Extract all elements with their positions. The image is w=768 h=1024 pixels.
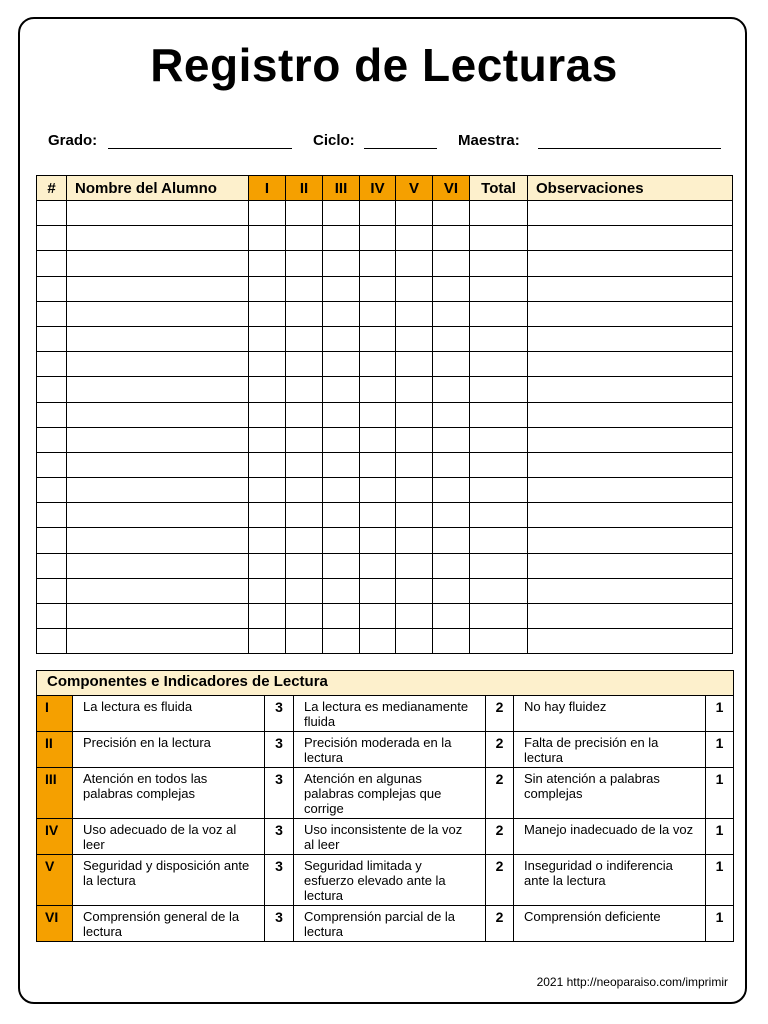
table-cell[interactable] <box>37 201 67 226</box>
table-cell[interactable] <box>528 276 733 301</box>
table-cell[interactable] <box>360 528 396 553</box>
table-cell[interactable] <box>67 427 249 452</box>
table-cell[interactable] <box>286 377 323 402</box>
table-cell[interactable] <box>528 377 733 402</box>
table-cell[interactable] <box>67 226 249 251</box>
table-cell[interactable] <box>396 478 433 503</box>
indicator-level-1: Comprensión deficiente <box>514 906 706 942</box>
table-cell[interactable] <box>323 226 360 251</box>
table-cell[interactable] <box>433 503 470 528</box>
table-cell[interactable] <box>528 301 733 326</box>
table-cell[interactable] <box>470 326 528 351</box>
footer-credit: 2021 http://neoparaiso.com/imprimir <box>536 975 728 989</box>
table-cell[interactable] <box>433 528 470 553</box>
table-cell[interactable] <box>37 251 67 276</box>
table-cell[interactable] <box>67 352 249 377</box>
table-cell[interactable] <box>249 276 286 301</box>
indicator-level-1: Inseguridad o indiferencia ante la lectura <box>514 855 706 906</box>
table-cell[interactable] <box>286 251 323 276</box>
table-cell[interactable] <box>249 201 286 226</box>
table-cell[interactable] <box>396 276 433 301</box>
table-cell[interactable] <box>286 604 323 629</box>
table-cell[interactable] <box>470 629 528 654</box>
header-fields <box>0 130 768 152</box>
table-row <box>37 251 733 276</box>
col-i: I <box>249 176 286 201</box>
score-2: 2 <box>486 768 514 819</box>
table-cell[interactable] <box>396 301 433 326</box>
table-cell[interactable] <box>286 553 323 578</box>
table-cell[interactable] <box>433 452 470 477</box>
table-cell[interactable] <box>37 452 67 477</box>
table-cell[interactable] <box>470 352 528 377</box>
component-level: II <box>37 732 73 768</box>
table-cell[interactable] <box>528 528 733 553</box>
table-row <box>37 578 733 603</box>
table-cell[interactable] <box>470 452 528 477</box>
score-1: 1 <box>706 732 734 768</box>
col-observaciones: Observaciones <box>528 176 733 201</box>
indicator-level-1: Falta de precisión en la lectura <box>514 732 706 768</box>
table-cell[interactable] <box>396 377 433 402</box>
score-1: 1 <box>706 768 734 819</box>
table-cell[interactable] <box>37 226 67 251</box>
table-cell[interactable] <box>470 251 528 276</box>
table-cell[interactable] <box>67 201 249 226</box>
table-cell[interactable] <box>360 377 396 402</box>
table-cell[interactable] <box>396 427 433 452</box>
table-cell[interactable] <box>249 578 286 603</box>
table-cell[interactable] <box>67 301 249 326</box>
table-cell[interactable] <box>67 503 249 528</box>
table-cell[interactable] <box>360 251 396 276</box>
table-cell[interactable] <box>528 226 733 251</box>
table-cell[interactable] <box>396 326 433 351</box>
component-level: IV <box>37 819 73 855</box>
table-cell[interactable] <box>323 629 360 654</box>
component-level: III <box>37 768 73 819</box>
col-number: # <box>37 176 67 201</box>
indicator-level-3: Atención en todos las palabras complejas <box>73 768 265 819</box>
table-row <box>37 276 733 301</box>
table-cell[interactable] <box>470 377 528 402</box>
table-cell[interactable] <box>528 578 733 603</box>
table-cell[interactable] <box>323 201 360 226</box>
indicator-level-3: Seguridad y disposición ante la lectura <box>73 855 265 906</box>
component-level: I <box>37 696 73 732</box>
component-row <box>37 696 734 732</box>
indicator-level-3: La lectura es fluida <box>73 696 265 732</box>
table-cell[interactable] <box>249 503 286 528</box>
table-cell[interactable] <box>37 402 67 427</box>
grado-field[interactable] <box>108 148 292 149</box>
table-cell[interactable] <box>323 604 360 629</box>
components-body <box>37 696 734 942</box>
table-row <box>37 478 733 503</box>
indicator-level-2: Uso inconsistente de la voz al leer <box>294 819 486 855</box>
component-level: V <box>37 855 73 906</box>
table-cell[interactable] <box>67 452 249 477</box>
table-cell[interactable] <box>249 478 286 503</box>
table-row <box>37 427 733 452</box>
table-cell[interactable] <box>37 503 67 528</box>
table-cell[interactable] <box>528 604 733 629</box>
table-cell[interactable] <box>67 629 249 654</box>
score-3: 3 <box>265 855 294 906</box>
table-cell[interactable] <box>249 402 286 427</box>
ciclo-label: Ciclo: <box>313 132 355 149</box>
table-cell[interactable] <box>249 226 286 251</box>
table-cell[interactable] <box>67 402 249 427</box>
table-row <box>37 629 733 654</box>
score-1: 1 <box>706 819 734 855</box>
score-1: 1 <box>706 855 734 906</box>
indicator-level-2: La lectura es medianamente fluida <box>294 696 486 732</box>
col-iii: III <box>323 176 360 201</box>
table-cell[interactable] <box>323 528 360 553</box>
table-cell[interactable] <box>396 503 433 528</box>
table-cell[interactable] <box>286 326 323 351</box>
table-cell[interactable] <box>37 604 67 629</box>
table-cell[interactable] <box>433 478 470 503</box>
table-cell[interactable] <box>528 452 733 477</box>
score-3: 3 <box>265 906 294 942</box>
table-cell[interactable] <box>396 251 433 276</box>
table-cell[interactable] <box>323 553 360 578</box>
table-cell[interactable] <box>470 478 528 503</box>
table-cell[interactable] <box>286 402 323 427</box>
table-row <box>37 604 733 629</box>
table-cell[interactable] <box>286 629 323 654</box>
grado-label: Grado: <box>48 132 98 149</box>
table-cell[interactable] <box>396 402 433 427</box>
table-cell[interactable] <box>67 276 249 301</box>
table-row <box>37 326 733 351</box>
table-cell[interactable] <box>470 402 528 427</box>
table-cell[interactable] <box>323 452 360 477</box>
indicator-level-1: Manejo inadecuado de la voz <box>514 819 706 855</box>
table-cell[interactable] <box>323 352 360 377</box>
table-cell[interactable] <box>360 604 396 629</box>
table-cell[interactable] <box>37 276 67 301</box>
table-cell[interactable] <box>433 377 470 402</box>
table-cell[interactable] <box>249 452 286 477</box>
table-cell[interactable] <box>323 251 360 276</box>
component-row <box>37 855 734 906</box>
score-1: 1 <box>706 906 734 942</box>
table-cell[interactable] <box>360 226 396 251</box>
table-cell[interactable] <box>67 528 249 553</box>
table-cell[interactable] <box>470 201 528 226</box>
table-cell[interactable] <box>528 251 733 276</box>
table-cell[interactable] <box>396 452 433 477</box>
table-cell[interactable] <box>396 604 433 629</box>
table-cell[interactable] <box>433 352 470 377</box>
table-row <box>37 201 733 226</box>
table-cell[interactable] <box>249 427 286 452</box>
indicator-level-3: Comprensión general de la lectura <box>73 906 265 942</box>
indicator-level-2: Seguridad limitada y esfuerzo elevado ante la lectura <box>294 855 486 906</box>
table-cell[interactable] <box>433 226 470 251</box>
table-cell[interactable] <box>433 402 470 427</box>
table-cell[interactable] <box>360 427 396 452</box>
col-student-name: Nombre del Alumno <box>67 176 249 201</box>
score-2: 2 <box>486 819 514 855</box>
table-cell[interactable] <box>528 478 733 503</box>
table-cell[interactable] <box>286 226 323 251</box>
table-cell[interactable] <box>37 301 67 326</box>
table-cell[interactable] <box>286 478 323 503</box>
table-cell[interactable] <box>433 201 470 226</box>
indicator-level-3: Precisión en la lectura <box>73 732 265 768</box>
table-cell[interactable] <box>249 377 286 402</box>
col-total: Total <box>470 176 528 201</box>
table-cell[interactable] <box>286 301 323 326</box>
table-cell[interactable] <box>470 226 528 251</box>
table-cell[interactable] <box>249 251 286 276</box>
table-cell[interactable] <box>528 553 733 578</box>
table-cell[interactable] <box>360 478 396 503</box>
table-cell[interactable] <box>249 326 286 351</box>
table-cell[interactable] <box>37 478 67 503</box>
table-cell[interactable] <box>67 326 249 351</box>
table-cell[interactable] <box>286 503 323 528</box>
ciclo-field[interactable] <box>364 148 437 149</box>
table-cell[interactable] <box>323 301 360 326</box>
component-row <box>37 768 734 819</box>
table-cell[interactable] <box>286 201 323 226</box>
table-cell[interactable] <box>433 251 470 276</box>
table-cell[interactable] <box>528 629 733 654</box>
table-cell[interactable] <box>286 452 323 477</box>
components-table <box>36 670 734 942</box>
table-cell[interactable] <box>396 629 433 654</box>
table-row <box>37 377 733 402</box>
table-cell[interactable] <box>470 427 528 452</box>
table-cell[interactable] <box>396 352 433 377</box>
indicator-level-3: Uso adecuado de la voz al leer <box>73 819 265 855</box>
table-cell[interactable] <box>286 427 323 452</box>
table-cell[interactable] <box>528 402 733 427</box>
table-cell[interactable] <box>67 604 249 629</box>
table-cell[interactable] <box>396 553 433 578</box>
table-cell[interactable] <box>396 226 433 251</box>
table-cell[interactable] <box>286 578 323 603</box>
table-cell[interactable] <box>323 503 360 528</box>
table-cell[interactable] <box>528 352 733 377</box>
table-cell[interactable] <box>249 629 286 654</box>
table-cell[interactable] <box>360 503 396 528</box>
table-cell[interactable] <box>433 276 470 301</box>
component-row <box>37 906 734 942</box>
table-cell[interactable] <box>470 553 528 578</box>
table-row <box>37 226 733 251</box>
maestra-field[interactable] <box>538 148 721 149</box>
table-cell[interactable] <box>470 578 528 603</box>
table-cell[interactable] <box>360 452 396 477</box>
table-cell[interactable] <box>360 201 396 226</box>
table-cell[interactable] <box>470 276 528 301</box>
table-row <box>37 452 733 477</box>
table-cell[interactable] <box>67 578 249 603</box>
score-2: 2 <box>486 906 514 942</box>
components-title: Componentes e Indicadores de Lectura <box>37 671 734 696</box>
table-cell[interactable] <box>37 553 67 578</box>
table-cell[interactable] <box>360 326 396 351</box>
table-cell[interactable] <box>37 629 67 654</box>
table-cell[interactable] <box>433 326 470 351</box>
reading-register-table <box>36 175 733 654</box>
table-cell[interactable] <box>323 276 360 301</box>
score-3: 3 <box>265 696 294 732</box>
table-cell[interactable] <box>528 427 733 452</box>
table-cell[interactable] <box>528 503 733 528</box>
score-1: 1 <box>706 696 734 732</box>
table-cell[interactable] <box>249 553 286 578</box>
score-2: 2 <box>486 696 514 732</box>
table-cell[interactable] <box>528 201 733 226</box>
table-cell[interactable] <box>470 528 528 553</box>
indicator-level-1: Sin atención a palabras complejas <box>514 768 706 819</box>
table-cell[interactable] <box>396 528 433 553</box>
table-row <box>37 352 733 377</box>
table-cell[interactable] <box>528 326 733 351</box>
indicator-level-1: No hay fluidez <box>514 696 706 732</box>
indicator-level-2: Atención en algunas palabras complejas que corrige <box>294 768 486 819</box>
table-cell[interactable] <box>286 276 323 301</box>
col-ii: II <box>286 176 323 201</box>
table-cell[interactable] <box>249 301 286 326</box>
table-cell[interactable] <box>470 301 528 326</box>
table-cell[interactable] <box>323 377 360 402</box>
table-cell[interactable] <box>396 201 433 226</box>
table-cell[interactable] <box>37 352 67 377</box>
score-2: 2 <box>486 855 514 906</box>
score-2: 2 <box>486 732 514 768</box>
page-title: Registro de Lecturas <box>150 39 618 91</box>
indicator-level-2: Precisión moderada en la lectura <box>294 732 486 768</box>
table-cell[interactable] <box>360 276 396 301</box>
table-cell[interactable] <box>249 352 286 377</box>
table-row <box>37 528 733 553</box>
table-cell[interactable] <box>37 377 67 402</box>
table-cell[interactable] <box>37 427 67 452</box>
table-cell[interactable] <box>323 402 360 427</box>
table-cell[interactable] <box>470 503 528 528</box>
table-cell[interactable] <box>323 326 360 351</box>
table-cell[interactable] <box>360 301 396 326</box>
table-row <box>37 503 733 528</box>
table-row <box>37 553 733 578</box>
table-cell[interactable] <box>433 427 470 452</box>
col-iv: IV <box>360 176 396 201</box>
table-cell[interactable] <box>433 301 470 326</box>
component-level: VI <box>37 906 73 942</box>
table-cell[interactable] <box>433 604 470 629</box>
table-cell[interactable] <box>360 578 396 603</box>
table-cell[interactable] <box>433 553 470 578</box>
table-cell[interactable] <box>433 629 470 654</box>
table-row <box>37 402 733 427</box>
table-cell[interactable] <box>360 352 396 377</box>
table-cell[interactable] <box>37 578 67 603</box>
table-cell[interactable] <box>249 604 286 629</box>
table-cell[interactable] <box>37 326 67 351</box>
table-cell[interactable] <box>433 578 470 603</box>
table-cell[interactable] <box>323 427 360 452</box>
maestra-label: Maestra: <box>458 132 520 149</box>
register-body <box>37 201 733 654</box>
table-cell[interactable] <box>67 251 249 276</box>
score-3: 3 <box>265 732 294 768</box>
register-header-row <box>37 176 733 201</box>
table-cell[interactable] <box>323 478 360 503</box>
table-cell[interactable] <box>67 377 249 402</box>
table-cell[interactable] <box>286 528 323 553</box>
table-cell[interactable] <box>286 352 323 377</box>
table-cell[interactable] <box>360 629 396 654</box>
indicator-level-2: Comprensión parcial de la lectura <box>294 906 486 942</box>
table-cell[interactable] <box>249 528 286 553</box>
component-row <box>37 819 734 855</box>
table-cell[interactable] <box>360 553 396 578</box>
table-cell[interactable] <box>470 604 528 629</box>
table-cell[interactable] <box>396 578 433 603</box>
col-v: V <box>396 176 433 201</box>
table-row <box>37 301 733 326</box>
table-cell[interactable] <box>37 528 67 553</box>
score-3: 3 <box>265 819 294 855</box>
component-row <box>37 732 734 768</box>
table-cell[interactable] <box>323 578 360 603</box>
score-3: 3 <box>265 768 294 819</box>
col-vi: VI <box>433 176 470 201</box>
table-cell[interactable] <box>360 402 396 427</box>
table-cell[interactable] <box>67 478 249 503</box>
table-cell[interactable] <box>67 553 249 578</box>
